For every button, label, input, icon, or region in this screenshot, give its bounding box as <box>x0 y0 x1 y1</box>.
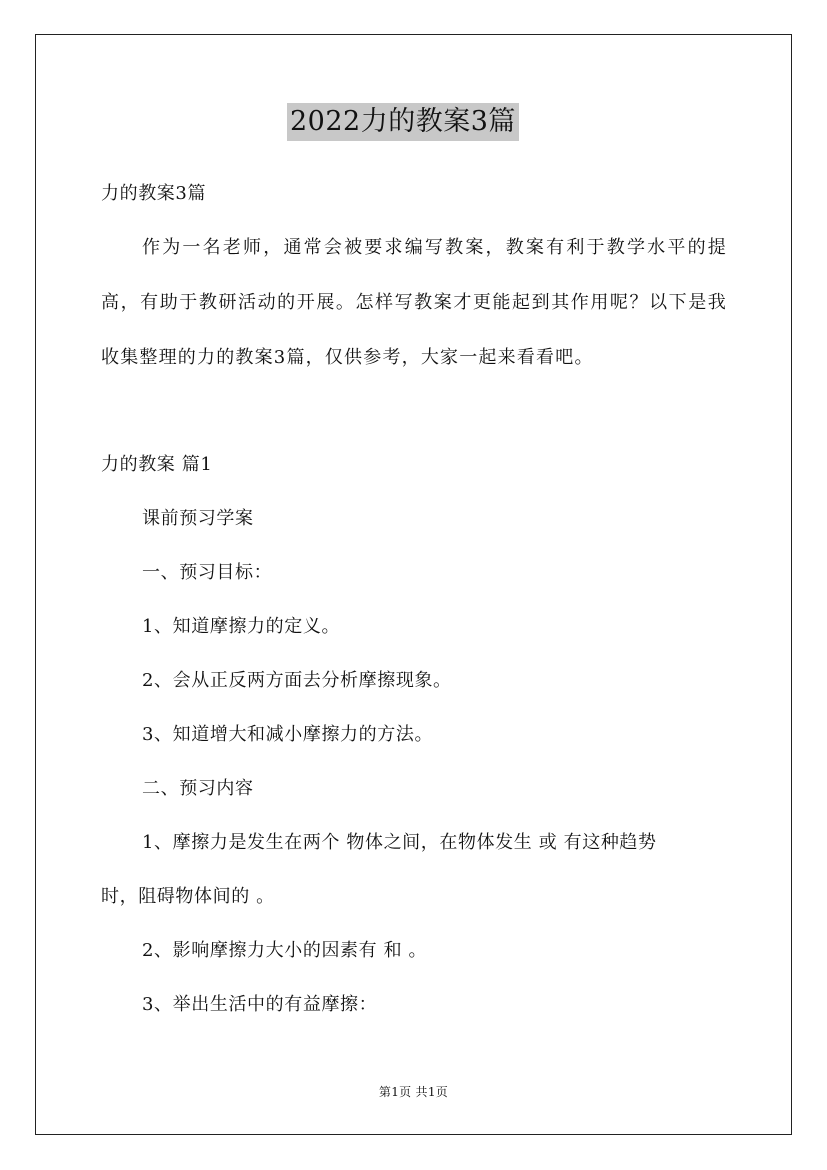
section-heading: 力的教案 篇1 <box>101 454 213 475</box>
section-line: 3、知道增大和减小摩擦力的方法。 <box>142 724 434 745</box>
fill-in-item-1-line-1: 1、摩擦力是发生在两个 物体之间，在物体发生 或 有这种趋势 <box>142 832 657 853</box>
fill-in-item-3: 3、举出生活中的有益摩擦： <box>142 994 378 1015</box>
fill-in-item-1-line-2: 时，阻碍物体间的 。 <box>101 886 275 907</box>
intro-paragraph: 作为一名老师，通常会被要求编写教案，教案有利于教学水平的提高，有助于教研活动的开展。怎样写教案才更能起到其作用呢？以下是我收集整理的力的教案3篇，仅供参考，大家一起来看看吧。 <box>101 237 727 368</box>
section-line: 一、预习目标： <box>142 562 273 583</box>
document-title: 2022力的教案3篇 <box>287 103 519 141</box>
page-footer: 第1页 共1页 <box>378 1085 449 1099</box>
section-line: 课前预习学案 <box>142 508 254 529</box>
fill-in-item-2: 2、影响摩擦力大小的因素有 和 。 <box>142 940 428 961</box>
section-line: 二、预习内容 <box>142 778 254 799</box>
section-line: 2、会从正反两方面去分析摩擦现象。 <box>142 670 452 691</box>
document-subtitle: 力的教案3篇 <box>101 183 207 204</box>
section-line: 1、知道摩擦力的定义。 <box>142 616 341 637</box>
